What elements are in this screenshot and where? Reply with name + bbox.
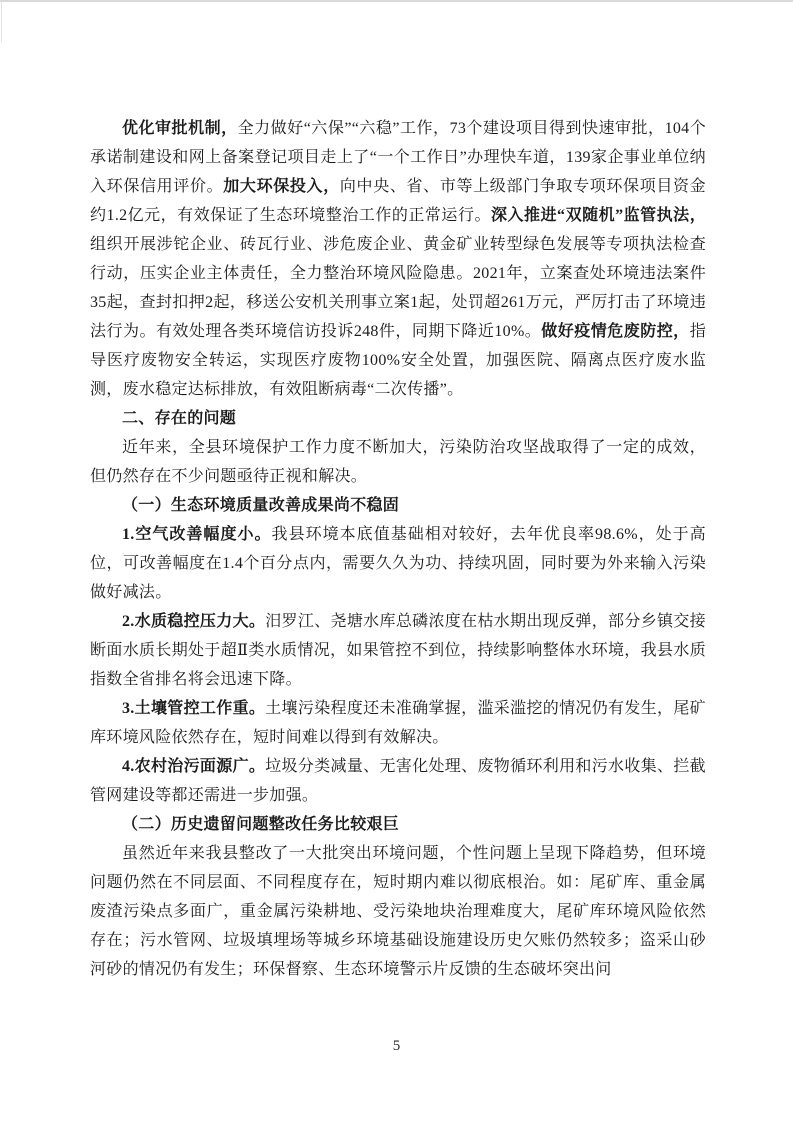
- text-run: 指导医疗废物安全转运，实现医疗废物100%安全处置，加强医院、隔离点医疗废水监测，废水稳定达标排放，有效阻断病毒“二次传播”。: [90, 323, 706, 398]
- bold-lead-random-inspection: 深入推进“双随机”监管执法，: [490, 207, 706, 224]
- paragraph-legacy-issues: 虽然近年来我县整改了一大批突出环境问题，个性问题上呈现下降趋势，但环境问题仍然在不同层面、不同程度存在，短时期内难以彻底根治。如：尾矿库、重金属废渣污染点多面广，重金属污染耕地、受污染地块治理难度大，尾矿库环境风险依然存在；污水管网、垃圾填埋场等城乡环境基础设施建设历史欠账仍然较多；盗采山砂河砂的情况仍有发生；环保督察、生态环境警示片反馈的生态破坏突出问: [90, 845, 706, 978]
- bold-lead-increase-investment: 加大环保投入，: [223, 178, 340, 195]
- bold-lead-soil: 3.土壤管控工作重。: [122, 700, 266, 717]
- paragraph-soil-control: [90, 694, 706, 752]
- text-run: 全力做好“六保”“六稳”工作，73个建设项目得到快速审批，104个承诺制建设和网上备案登记项目走上了“一个工作日”办理快车道，139家企事业单位纳入环保信用评价。: [90, 120, 706, 195]
- bold-lead-rural: 4.农村治污面源广。: [122, 758, 266, 775]
- text-run: 垃圾分类减量、无害化处理、废物循环利用和污水收集、拦截管网建设等都还需进一步加强。: [90, 758, 706, 804]
- paragraph-recent-years: 近年来，全县环境保护工作力度不断加大，污染防治攻坚战取得了一定的成效，但仍然存在不少问题亟待正视和解决。: [90, 439, 706, 485]
- scan-edge-top: [0, 0, 793, 2]
- page-number: 5: [392, 1038, 401, 1054]
- text-run: 我县环境本底值基础相对较好，去年优良率98.6%，处于高位，可改善幅度在1.4个百分点内，需要久久为功、持续巩固，同时要为外来输入污染做好减法。: [90, 526, 706, 601]
- paragraph-air-improvement: [90, 520, 706, 607]
- subsection-heading-legacy-issues: （二）历史遗留问题整改任务比较艰巨: [122, 816, 400, 833]
- text-run: 土壤污染程度还未准确掌握，滥采滥挖的情况仍有发生，尾矿库环境风险依然存在，短时间难以得到有效解决。: [90, 700, 706, 746]
- paragraph-rural-pollution: [90, 752, 706, 810]
- text-run: 汨罗江、尧塘水库总磷浓度在枯水期出现反弹，部分乡镇交接断面水质长期处于超Ⅱ类水质情况，如果管控不到位，持续影响整体水环境，我县水质指数全省排名将会迅速下降。: [90, 613, 706, 688]
- bold-lead-epidemic-waste: 做好疫情危废防控，: [541, 323, 690, 340]
- text-run: 组织开展涉铊企业、砖瓦行业、涉危废企业、黄金矿业转型绿色发展等专项执法检查行动，压实企业主体责任，全力整治环境风险隐患。2021年，立案查处环境违法案件35起，查封扣押2起，移送公安机关刑事立案1起，处罚超261万元，严厉打击了环境违法行为。有效处理各类环境信访投诉248件，同期下降近10%。: [90, 236, 706, 340]
- bold-lead-air: 1.空气改善幅度小。: [122, 526, 272, 543]
- section-heading-existing-problems: 二、存在的问题: [122, 410, 237, 427]
- text-run: 向中央、省、市等上级部门争取专项环保项目资金约1.2亿元，有效保证了生态环境整治工作的正常运行。: [90, 178, 706, 224]
- subsection-heading-eco-quality: （一）生态环境质量改善成果尚不稳固: [122, 497, 400, 514]
- scan-edge-left: [1, 2, 2, 42]
- page-content: [90, 114, 706, 984]
- bold-lead-water: 2.水质稳控压力大。: [122, 613, 266, 630]
- bold-lead-optimize-approval: 优化审批机制，: [122, 120, 238, 137]
- paragraph-water-quality: [90, 607, 706, 694]
- paragraph-approval-mechanism: [90, 114, 706, 404]
